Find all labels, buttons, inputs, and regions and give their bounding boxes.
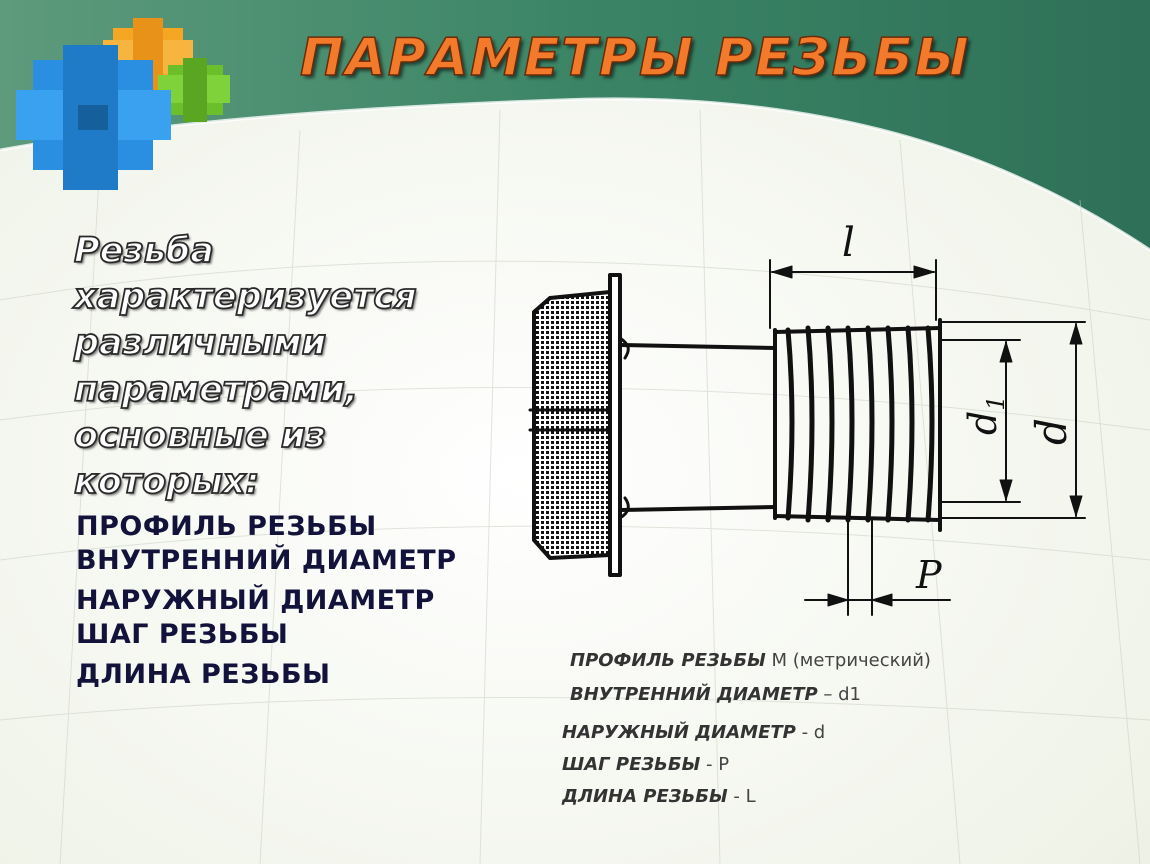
- screw-flange: [610, 275, 620, 575]
- inner-diameter-label: $d_1$: [961, 395, 1010, 435]
- legend-inner-diameter: ВНУТРЕННИЙ ДИАМЕТР – d1: [570, 684, 861, 705]
- pitch-label: P: [916, 553, 942, 597]
- param-thread-pitch: ШАГ РЕЗЬБЫ: [76, 619, 289, 650]
- puzzle-cube-logo: [8, 10, 233, 190]
- parameters-list: [76, 510, 516, 692]
- thread-crests: [788, 328, 932, 520]
- param-inner-diameter: ВНУТРЕННИЙ ДИАМЕТР: [76, 545, 457, 576]
- intro-text: Резьба характеризуется различными параметрами, основные из которых:: [74, 231, 417, 502]
- param-thread-profile: ПРОФИЛЬ РЕЗЬБЫ: [76, 511, 377, 542]
- legend-outer-diameter: НАРУЖНЫЙ ДИАМЕТР - d: [562, 722, 826, 743]
- screw-head: [534, 292, 610, 558]
- outer-diameter-label: d: [1027, 418, 1076, 445]
- slide-title: ПАРАМЕТРЫ РЕЗЬБЫ: [300, 28, 971, 88]
- legend-thread-pitch: ШАГ РЕЗЬБЫ - Р: [562, 754, 730, 775]
- blue-cube: [16, 45, 171, 190]
- screw-thread-drawing: [520, 220, 1120, 630]
- param-outer-diameter: НАРУЖНЫЙ ДИАМЕТР: [76, 585, 435, 616]
- length-label: l: [842, 220, 855, 266]
- screw-shank: [620, 345, 775, 510]
- legend-thread-length: ДЛИНА РЕЗЬБЫ - L: [562, 786, 756, 807]
- legend-thread-profile: ПРОФИЛЬ РЕЗЬБЫ М (метрический): [570, 650, 931, 671]
- param-thread-length: ДЛИНА РЕЗЬБЫ: [76, 659, 331, 690]
